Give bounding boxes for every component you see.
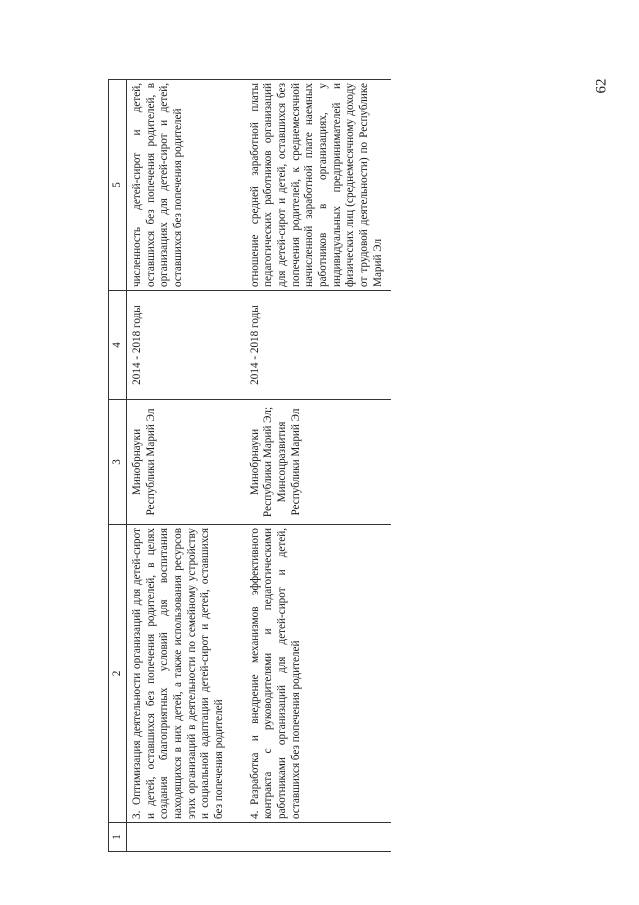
row-number-cell bbox=[245, 823, 392, 852]
header-col-1: 1 bbox=[109, 823, 127, 852]
activity-text: Оптимизация деятельности организаций для детей-сирот и детей, оставшихся без попечения родителей, в целях создания благоприятных условий для воспитания находящихся в них детей, а также использования ресурсов этих организаций в деятельности по семейному устройству и социальной адаптации детей-сирот и детей, оставшихся без попечения родителей bbox=[131, 528, 225, 819]
indicator-cell: численность детей-сирот и детей, оставшихся без попечения родителей, в организациях для детей-сирот и детей, оставшихся без попечения родителей bbox=[127, 80, 245, 291]
header-col-2: 2 bbox=[109, 525, 127, 823]
program-table-rotated bbox=[108, 80, 430, 852]
program-table bbox=[108, 79, 391, 852]
indicator-cell: отношение средней заработной платы педагогических работников организаций для детей-сирот и детей, оставшихся без попечения родителей, к среднемесячной начисленной заработной плате наемных работников в организациях, у индивидуальных предпринимателей и физических лиц (среднемесячному доходу от трудовой деятельности) по Республике Марий Эл bbox=[245, 80, 392, 291]
period-cell: 2014 - 2018 годы bbox=[127, 291, 245, 400]
header-col-5: 5 bbox=[109, 80, 127, 291]
activity-cell bbox=[245, 525, 392, 823]
row-number-cell bbox=[127, 823, 245, 852]
page-number: 62 bbox=[593, 78, 610, 94]
period-cell: 2014 - 2018 годы bbox=[245, 291, 392, 400]
executor-cell: Минобрнауки Республики Марий Эл; Минсоцразвития Республики Марий Эл bbox=[245, 400, 392, 525]
row-number: 3. bbox=[131, 810, 143, 819]
table-header-row bbox=[109, 80, 127, 852]
executor-cell: Минобрнауки Республики Марий Эл bbox=[127, 400, 245, 525]
header-col-3: 3 bbox=[109, 400, 127, 525]
activity-cell bbox=[127, 525, 245, 823]
table-row bbox=[245, 80, 392, 852]
row-number: 4. bbox=[248, 810, 261, 819]
header-col-4: 4 bbox=[109, 291, 127, 400]
activity-text: Разработка и внедрение механизмов эффективного контракта с руководителями и педагогическими работниками организаций для детей-сирот и детей, оставшихся без попечения родителей bbox=[248, 528, 302, 819]
table-row bbox=[127, 80, 245, 852]
